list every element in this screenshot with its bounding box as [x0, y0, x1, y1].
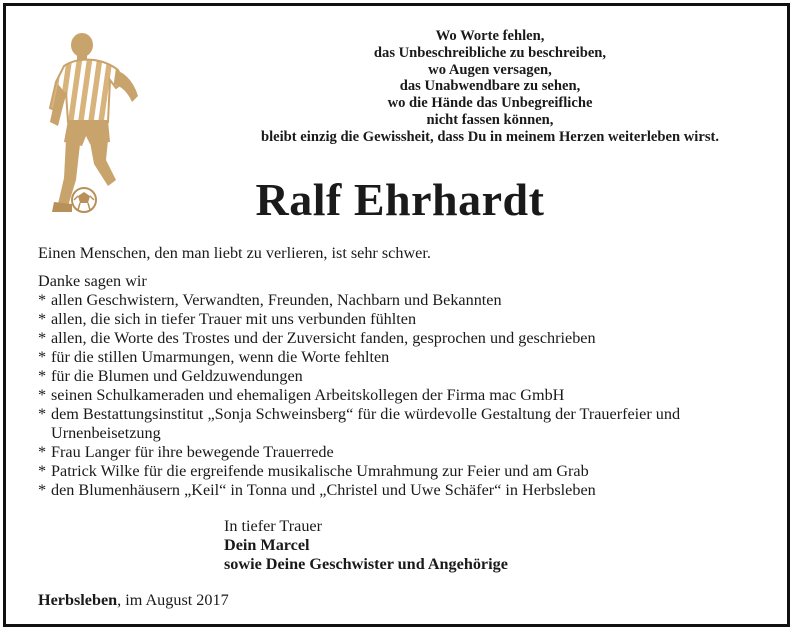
list-item: [38, 462, 773, 481]
list-item: [38, 386, 773, 405]
list-item: [38, 310, 773, 329]
poem-line: Wo Worte fehlen,: [435, 28, 545, 44]
list-item-text: Patrick Wilke für die ergreifende musikalische Umrahmung zur Feier und am Grab: [51, 462, 589, 480]
bullet: *: [38, 291, 47, 309]
list-item-text: den Blumenhäusern „Keil“ in Tonna und „Christel und Uwe Schäfer“ in Herbsleben: [51, 481, 596, 499]
list-item-text: allen, die sich in tiefer Trauer mit uns verbunden fühlten: [51, 310, 417, 328]
list-item-text: für die stillen Umarmungen, wenn die Worte fehlten: [51, 348, 390, 366]
list-item: [38, 348, 773, 367]
poem-line: das Unabwendbare zu sehen,: [399, 78, 581, 95]
poem-line: wo die Hände das Unbegreifliche: [387, 95, 593, 112]
bullet: *: [38, 367, 47, 385]
list-item-text: seinen Schulkameraden und ehemaligen Arbeitskollegen der Firma mac GmbH: [51, 386, 565, 404]
bullet: *: [38, 348, 47, 366]
place-date: [38, 591, 229, 610]
bullet: *: [38, 462, 47, 480]
poem-line: wo Augen versagen,: [428, 61, 552, 78]
place-name: Herbsleben: [38, 591, 118, 609]
list-item-text: Frau Langer für ihre bewegende Trauerrede: [51, 443, 334, 461]
signature-family: sowie Deine Geschwister und Angehörige: [224, 555, 508, 573]
thanks-list: [38, 291, 773, 500]
bullet: *: [38, 310, 47, 328]
list-item: [38, 481, 773, 500]
list-item: [38, 329, 773, 348]
poem-line: das Unbeschreibliche zu beschreiben,: [373, 44, 607, 61]
poem-line: bleibt einzig die Gewissheit, dass Du in meinem Herzen weiterleben wirst.: [260, 128, 720, 145]
poem-line: nicht fassen können,: [426, 111, 554, 128]
signature-block: [224, 517, 508, 574]
bullet: *: [38, 405, 47, 423]
poem: [210, 28, 770, 146]
list-item-text: allen Geschwistern, Verwandten, Freunden, Nachbarn und Bekannten: [51, 291, 502, 309]
bullet: *: [38, 481, 47, 499]
signature-intro: In tiefer Trauer: [224, 517, 322, 535]
intro-text: Einen Menschen, den man liebt zu verlieren, ist sehr schwer.: [38, 244, 431, 262]
list-item: [38, 291, 773, 310]
deceased-name: Ralf Ehrhardt: [255, 174, 545, 225]
date-text: , im August 2017: [117, 591, 229, 609]
list-item: [38, 443, 773, 462]
list-item: [38, 405, 773, 443]
soccer-player-icon: [46, 30, 146, 220]
bullet: *: [38, 443, 47, 461]
list-item-text: für die Blumen und Geldzuwendungen: [51, 367, 303, 385]
bullet: *: [38, 386, 47, 404]
list-item-text: allen, die Worte des Trostes und der Zuversicht fanden, gesprochen und geschrieben: [51, 329, 596, 347]
list-item-text: dem Bestattungsinstitut „Sonja Schweinsberg“ für die würdevolle Gestaltung der Trauerfeier und Urnenbeisetzung: [51, 405, 681, 442]
list-item: [38, 367, 773, 386]
bullet: *: [38, 329, 47, 347]
thanks-heading: Danke sagen wir: [38, 272, 147, 290]
signature-name: Dein Marcel: [224, 536, 310, 554]
